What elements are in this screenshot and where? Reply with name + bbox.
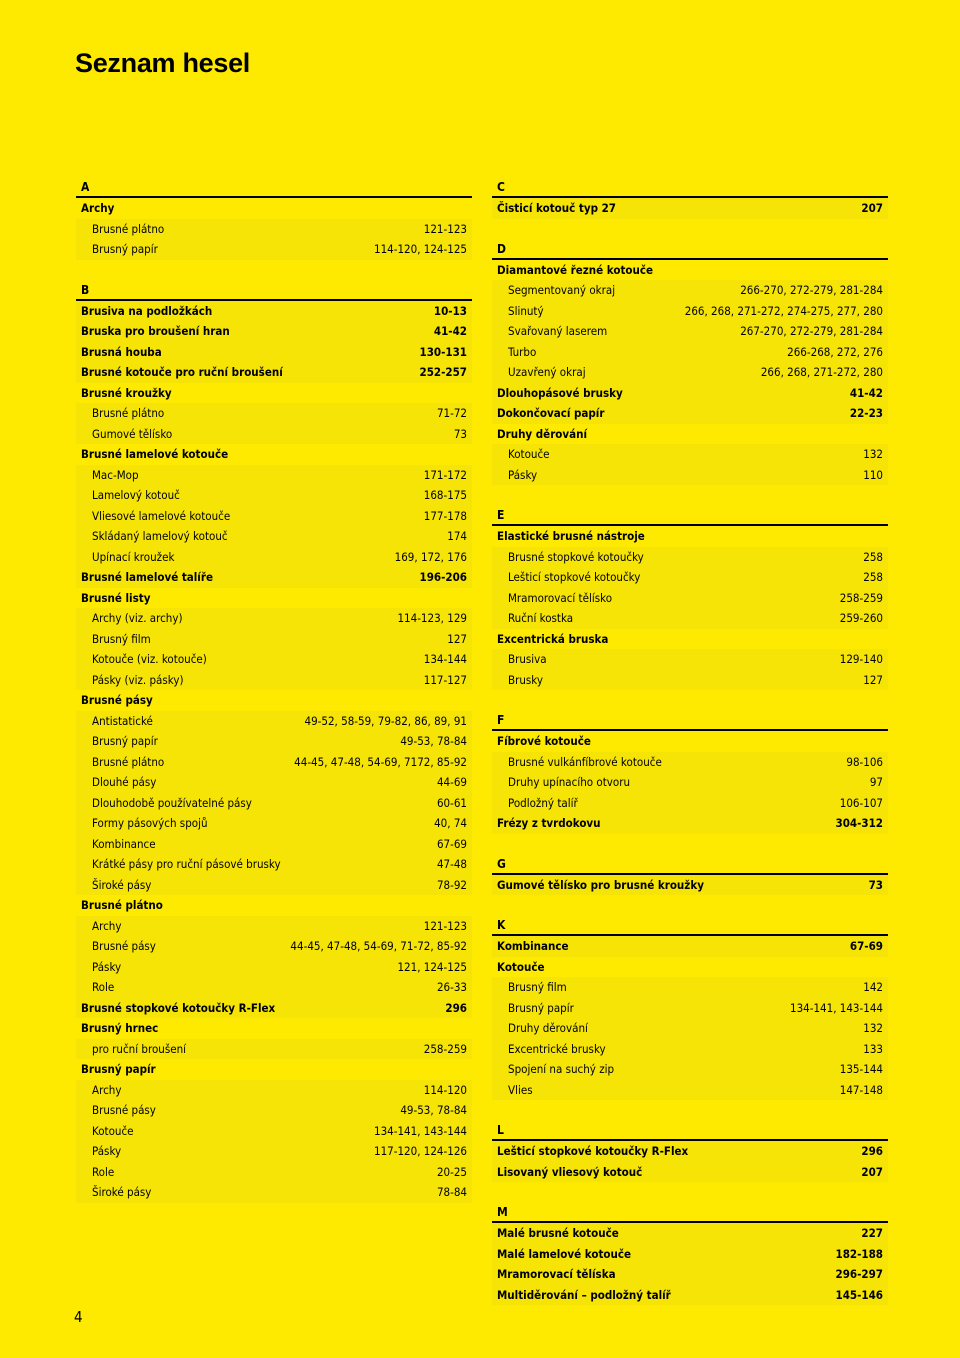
- section-letter-e: E: [492, 506, 888, 526]
- index-subentry-brusne-vulkanfibrove-kotouce: [492, 752, 888, 773]
- entry-pages: 49-53, 78-84: [400, 1103, 467, 1118]
- index-subentry-lamelovy-kotouc: [76, 485, 472, 506]
- entry-label: Frézy z tvrdokovu: [497, 816, 601, 831]
- index-subentry-brusny-papir: [76, 239, 472, 260]
- entry-pages: 168-175: [423, 488, 467, 503]
- entry-pages: 121-123: [423, 918, 467, 933]
- index-subentry-brusny-papir: [76, 731, 472, 752]
- index-subentry-role: [76, 977, 472, 998]
- index-subentry-pro-rucni-brouseni: [76, 1039, 472, 1060]
- index-subentry-brusne-platno: [76, 219, 472, 240]
- entry-label: Upínací kroužek: [92, 549, 175, 564]
- entry-pages: 296-297: [835, 1267, 883, 1282]
- index-entry-brusne-platno: [76, 895, 472, 916]
- entry-label: Skládaný lamelový kotouč: [92, 529, 228, 544]
- page-title: Seznam hesel: [75, 48, 250, 78]
- entry-label: Gumové tělísko: [92, 426, 173, 441]
- index-entry-brusne-listy: [76, 588, 472, 609]
- entry-label: Druhy děrování: [497, 426, 588, 441]
- entry-label: Segmentovaný okraj: [508, 283, 616, 298]
- entry-pages: 73: [868, 877, 883, 892]
- index-entry-brusne-stopkove-kotoucky-r-flex: [76, 998, 472, 1019]
- index-entry-brusne-lamelove-kotouce: [76, 444, 472, 465]
- index-subentry-brusny-film: [492, 977, 888, 998]
- index-subentry-segmentovany-okraj: [492, 280, 888, 301]
- entry-pages: 73: [453, 426, 467, 441]
- entry-label: Brusné plátno: [92, 754, 165, 769]
- entry-label: Pásky: [92, 959, 122, 974]
- entry-label: Uzavřený okraj: [508, 365, 586, 380]
- entry-label: Brusný film: [508, 980, 567, 995]
- entry-label: Spojení na suchý zip: [508, 1062, 615, 1077]
- entry-pages: 97: [869, 775, 883, 790]
- entry-label: Malé lamelové kotouče: [497, 1246, 632, 1261]
- entry-pages: 129-140: [839, 652, 883, 667]
- section-letter-a: A: [76, 178, 472, 198]
- index-subentry-spojeni-na-suchy-zip: [492, 1059, 888, 1080]
- entry-label: Brusné plátno: [81, 898, 163, 913]
- entry-label: Dlouhopásové brusky: [497, 385, 623, 400]
- index-subentry-archy: [76, 1080, 472, 1101]
- entry-pages: 207: [861, 201, 883, 216]
- entry-pages: 71-72: [436, 406, 467, 421]
- entry-label: Brusné lamelové talíře: [81, 570, 213, 585]
- entry-pages: 258-259: [839, 590, 883, 605]
- entry-pages: 182-188: [835, 1246, 883, 1261]
- entry-label: Lešticí stopkové kotoučky: [508, 570, 641, 585]
- index-subentry-pasky-viz-pasky: [76, 670, 472, 691]
- index-entry-diamantove-rezne-kotouce: [492, 260, 888, 281]
- entry-pages: 10-13: [433, 303, 467, 318]
- index-subentry-pasky: [76, 1141, 472, 1162]
- entry-label: Brusný papír: [81, 1062, 156, 1077]
- entry-label: Brusiva: [508, 652, 547, 667]
- entry-label: Role: [92, 980, 115, 995]
- entry-pages: 20-25: [436, 1164, 467, 1179]
- index-subentry-dlouhe-pasy: [76, 772, 472, 793]
- entry-label: Brusné stopkové kotoučky R-Flex: [81, 1000, 276, 1015]
- entry-label: Archy: [81, 201, 115, 216]
- index-subentry-kombinance: [76, 834, 472, 855]
- index-entry-dlouhopasove-brusky: [492, 383, 888, 404]
- entry-pages: 134-144: [423, 652, 467, 667]
- entry-label: Brusiva na podložkách: [81, 303, 213, 318]
- entry-pages: 78-84: [436, 1185, 467, 1200]
- entry-label: Brusky: [508, 672, 543, 687]
- index-entry-brusiva-na-podlozkach: [76, 301, 472, 322]
- entry-pages: 196-206: [419, 570, 467, 585]
- entry-label: Brusné plátno: [92, 221, 165, 236]
- section-letter-c: C: [492, 178, 888, 198]
- entry-label: Multiděrování – podložný talíř: [497, 1287, 671, 1302]
- entry-label: Kombinance: [92, 836, 156, 851]
- entry-label: Brusná houba: [81, 344, 162, 359]
- index-entry-archy: [76, 198, 472, 219]
- entry-label: Archy: [92, 918, 122, 933]
- entry-pages: 258-259: [423, 1041, 467, 1056]
- entry-pages: 114-120, 124-125: [373, 242, 467, 257]
- index-entry-lestici-stopkove-kotoucky-r-flex: [492, 1141, 888, 1162]
- index-entry-brusne-lamelove-talire: [76, 567, 472, 588]
- entry-label: Svařovaný laserem: [508, 324, 608, 339]
- index-subentry-brusny-film: [76, 629, 472, 650]
- entry-pages: 266, 268, 271-272, 280: [760, 365, 883, 380]
- index-subentry-brusne-platno: [76, 752, 472, 773]
- index-subentry-siroke-pasy: [76, 875, 472, 896]
- entry-label: Kotouče (viz. kotouče): [92, 652, 207, 667]
- entry-label: Dlouhé pásy: [92, 775, 157, 790]
- page-number: 4: [74, 1308, 83, 1326]
- index-column-left: [76, 178, 472, 1203]
- entry-label: Brusný papír: [508, 1000, 574, 1015]
- index-entry-brusne-kotouce-pro-rucni-brouseni: [76, 362, 472, 383]
- entry-label: pro ruční broušení: [92, 1041, 187, 1056]
- section-letter-f: F: [492, 711, 888, 731]
- section-letter-b: B: [76, 281, 472, 301]
- entry-pages: 117-127: [423, 672, 467, 687]
- entry-pages: 227: [861, 1226, 883, 1241]
- index-subentry-antistaticke: [76, 711, 472, 732]
- entry-label: Ruční kostka: [508, 611, 574, 626]
- entry-pages: 130-131: [419, 344, 467, 359]
- entry-pages: 67-69: [436, 836, 467, 851]
- entry-pages: 114-123, 129: [397, 611, 467, 626]
- entry-label: Krátké pásy pro ruční pásové brusky: [92, 857, 281, 872]
- index-entry-multiderovani-podlozny-talir: [492, 1285, 888, 1306]
- entry-pages: 296: [861, 1144, 883, 1159]
- entry-pages: 132: [863, 1021, 883, 1036]
- index-entry-lisovany-vliesovy-kotouc: [492, 1162, 888, 1183]
- entry-label: Kombinance: [497, 939, 569, 954]
- entry-label: Brusný film: [92, 631, 151, 646]
- entry-label: Vliesové lamelové kotouče: [92, 508, 231, 523]
- entry-label: Lamelový kotouč: [92, 488, 180, 503]
- entry-label: Mac-Mop: [92, 467, 139, 482]
- index-subentry-uzavreny-okraj: [492, 362, 888, 383]
- entry-pages: 142: [863, 980, 883, 995]
- index-entry-brusna-houba: [76, 342, 472, 363]
- entry-pages: 117-120, 124-126: [373, 1144, 467, 1159]
- index-subentry-kratke-pasy-pro-rucni-pasove-brusky: [76, 854, 472, 875]
- index-subentry-excentricke-brusky: [492, 1039, 888, 1060]
- entry-label: Brusný papír: [92, 734, 158, 749]
- index-subentry-svarovany-laserem: [492, 321, 888, 342]
- entry-label: Podložný talíř: [508, 795, 578, 810]
- entry-label: Brusné plátno: [92, 406, 165, 421]
- index-subentry-brusne-platno: [76, 403, 472, 424]
- entry-label: Druhy upínacího otvoru: [508, 775, 631, 790]
- index-subentry-dlouhodobe-pouzivatelne-pasy: [76, 793, 472, 814]
- index-entry-brusny-hrnec: [76, 1018, 472, 1039]
- index-subentry-brusne-stopkove-kotoucky: [492, 547, 888, 568]
- entry-label: Pásky (viz. pásky): [92, 672, 184, 687]
- index-subentry-formy-pasovych-spoju: [76, 813, 472, 834]
- section-letter-g: G: [492, 855, 888, 875]
- section-letter-d: D: [492, 240, 888, 260]
- index-subentry-vlies: [492, 1080, 888, 1101]
- entry-pages: 98-106: [846, 754, 883, 769]
- entry-label: Vlies: [508, 1082, 533, 1097]
- entry-label: Role: [92, 1164, 115, 1179]
- entry-pages: 266, 268, 271-272, 274-275, 277, 280: [684, 303, 883, 318]
- entry-label: Brusné pásy: [92, 1103, 156, 1118]
- entry-pages: 106-107: [839, 795, 883, 810]
- entry-pages: 41-42: [849, 385, 883, 400]
- entry-label: Brusné pásy: [81, 693, 153, 708]
- index-entry-kotouce: [492, 957, 888, 978]
- index-subentry-archy-viz-archy: [76, 608, 472, 629]
- entry-pages: 147-148: [839, 1082, 883, 1097]
- entry-label: Malé brusné kotouče: [497, 1226, 619, 1241]
- entry-pages: 49-53, 78-84: [400, 734, 467, 749]
- entry-label: Brusné lamelové kotouče: [81, 447, 229, 462]
- index-entry-bruska-pro-brouseni-hran: [76, 321, 472, 342]
- entry-pages: 26-33: [436, 980, 467, 995]
- entry-label: Elastické brusné nástroje: [497, 529, 645, 544]
- entry-pages: 258: [863, 570, 883, 585]
- index-entry-gumove-telisko-pro-brusne-krouzky: [492, 875, 888, 896]
- index-entry-fibrove-kotouce: [492, 731, 888, 752]
- entry-pages: 266-270, 272-279, 281-284: [740, 283, 883, 298]
- entry-label: Pásky: [508, 467, 538, 482]
- entry-pages: 259-260: [839, 611, 883, 626]
- entry-pages: 41-42: [433, 324, 467, 339]
- index-subentry-kotouce: [76, 1121, 472, 1142]
- entry-pages: 22-23: [849, 406, 883, 421]
- index-column-right: [492, 178, 888, 1305]
- entry-pages: 266-268, 272, 276: [787, 344, 883, 359]
- entry-label: Antistatické: [92, 713, 153, 728]
- index-entry-excentricka-bruska: [492, 629, 888, 650]
- entry-label: Excentrická bruska: [497, 631, 609, 646]
- index-entry-brusne-pasy: [76, 690, 472, 711]
- index-entry-brusny-papir: [76, 1059, 472, 1080]
- entry-label: Slinutý: [508, 303, 544, 318]
- entry-label: Kotouče: [508, 447, 550, 462]
- index-subentry-archy: [76, 916, 472, 937]
- index-subentry-druhy-derovani: [492, 1018, 888, 1039]
- index-subentry-gumove-telisko: [76, 424, 472, 445]
- entry-label: Brusné pásy: [92, 939, 156, 954]
- entry-pages: 296: [445, 1000, 467, 1015]
- entry-pages: 127: [863, 672, 883, 687]
- index-subentry-kotouce-viz-kotouce: [76, 649, 472, 670]
- index-subentry-rucni-kostka: [492, 608, 888, 629]
- entry-pages: 60-61: [436, 795, 467, 810]
- entry-pages: 177-178: [423, 508, 467, 523]
- entry-label: Široké pásy: [92, 1185, 152, 1200]
- entry-pages: 44-45, 47-48, 54-69, 71-72, 85-92: [290, 939, 467, 954]
- entry-pages: 44-69: [436, 775, 467, 790]
- entry-label: Mramorovací tělísko: [508, 590, 613, 605]
- entry-label: Brusný hrnec: [81, 1021, 159, 1036]
- entry-pages: 44-45, 47-48, 54-69, 7172, 85-92: [294, 754, 467, 769]
- entry-label: Druhy děrování: [508, 1021, 588, 1036]
- section-letter-l: L: [492, 1121, 888, 1141]
- entry-pages: 127: [447, 631, 467, 646]
- entry-label: Dokončovací papír: [497, 406, 605, 421]
- entry-pages: 121, 124-125: [397, 959, 467, 974]
- entry-pages: 258: [863, 549, 883, 564]
- entry-label: Brusné stopkové kotoučky: [508, 549, 644, 564]
- index-subentry-mramorovaci-telisko: [492, 588, 888, 609]
- index-subentry-siroke-pasy: [76, 1182, 472, 1203]
- entry-label: Bruska pro broušení hran: [81, 324, 230, 339]
- entry-label: Brusné vulkánfíbrové kotouče: [508, 754, 662, 769]
- entry-label: Široké pásy: [92, 877, 152, 892]
- index-entry-elasticke-brusne-nastroje: [492, 526, 888, 547]
- section-letter-m: M: [492, 1203, 888, 1223]
- entry-pages: 132: [863, 447, 883, 462]
- entry-label: Archy: [92, 1082, 122, 1097]
- index-entry-brusne-krouzky: [76, 383, 472, 404]
- entry-label: Brusný papír: [92, 242, 158, 257]
- entry-label: Excentrické brusky: [508, 1041, 606, 1056]
- index-subentry-mac-mop: [76, 465, 472, 486]
- index-entry-kombinance: [492, 936, 888, 957]
- entry-pages: 134-141, 143-144: [373, 1123, 467, 1138]
- entry-label: Lešticí stopkové kotoučky R-Flex: [497, 1144, 689, 1159]
- index-subentry-brusky: [492, 670, 888, 691]
- index-subentry-pasky: [76, 957, 472, 978]
- entry-pages: 78-92: [436, 877, 467, 892]
- entry-pages: 40, 74: [434, 816, 467, 831]
- entry-pages: 169, 172, 176: [394, 549, 467, 564]
- index-entry-druhy-derovani: [492, 424, 888, 445]
- entry-pages: 135-144: [839, 1062, 883, 1077]
- entry-pages: 207: [861, 1164, 883, 1179]
- index-entry-male-lamelove-kotouce: [492, 1244, 888, 1265]
- index-subentry-lestici-stopkove-kotoucky: [492, 567, 888, 588]
- index-entry-mramorovaci-teliska: [492, 1264, 888, 1285]
- entry-pages: 133: [863, 1041, 883, 1056]
- entry-label: Lisovaný vliesový kotouč: [497, 1164, 643, 1179]
- entry-pages: 267-270, 272-279, 281-284: [740, 324, 883, 339]
- entry-pages: 110: [863, 467, 883, 482]
- index-subentry-brusny-papir: [492, 998, 888, 1019]
- section-letter-k: K: [492, 916, 888, 936]
- entry-label: Kotouče: [92, 1123, 134, 1138]
- entry-label: Kotouče: [497, 959, 545, 974]
- index-subentry-skladany-lamelovy-kotouc: [76, 526, 472, 547]
- entry-pages: 145-146: [835, 1287, 883, 1302]
- entry-label: Gumové tělísko pro brusné kroužky: [497, 877, 704, 892]
- index-subentry-vliesove-lamelove-kotouce: [76, 506, 472, 527]
- index-entry-male-brusne-kotouce: [492, 1223, 888, 1244]
- entry-label: Dlouhodobě používatelné pásy: [92, 795, 252, 810]
- entry-pages: 134-141, 143-144: [789, 1000, 883, 1015]
- index-subentry-druhy-upinaciho-otvoru: [492, 772, 888, 793]
- entry-label: Mramorovací tělíska: [497, 1267, 616, 1282]
- index-entry-dokoncovaci-papir: [492, 403, 888, 424]
- entry-pages: 171-172: [423, 467, 467, 482]
- entry-pages: 174: [447, 529, 467, 544]
- index-entry-cistici-kotouc-typ-27: [492, 198, 888, 219]
- index-subentry-role: [76, 1162, 472, 1183]
- index-subentry-brusne-pasy: [76, 936, 472, 957]
- index-subentry-kotouce: [492, 444, 888, 465]
- index-subentry-slinuty: [492, 301, 888, 322]
- entry-label: Turbo: [508, 344, 537, 359]
- index-subentry-turbo: [492, 342, 888, 363]
- entry-label: Brusné kroužky: [81, 385, 172, 400]
- entry-pages: 114-120: [423, 1082, 467, 1097]
- entry-pages: 49-52, 58-59, 79-82, 86, 89, 91: [304, 713, 467, 728]
- entry-pages: 67-69: [849, 939, 883, 954]
- entry-pages: 304-312: [835, 816, 883, 831]
- index-entry-frezy-z-tvrdokovu: [492, 813, 888, 834]
- entry-label: Brusné listy: [81, 590, 151, 605]
- entry-pages: 252-257: [419, 365, 467, 380]
- entry-label: Diamantové řezné kotouče: [497, 262, 654, 277]
- index-subentry-brusne-pasy: [76, 1100, 472, 1121]
- index-subentry-brusiva: [492, 649, 888, 670]
- index-subentry-podlozny-talir: [492, 793, 888, 814]
- entry-label: Čisticí kotouč typ 27: [497, 201, 616, 216]
- entry-label: Archy (viz. archy): [92, 611, 183, 626]
- entry-label: Pásky: [92, 1144, 122, 1159]
- index-subentry-pasky: [492, 465, 888, 486]
- entry-label: Brusné kotouče pro ruční broušení: [81, 365, 283, 380]
- entry-label: Fíbrové kotouče: [497, 734, 591, 749]
- index-subentry-upinaci-krouzek: [76, 547, 472, 568]
- entry-pages: 121-123: [423, 221, 467, 236]
- entry-pages: 47-48: [436, 857, 467, 872]
- entry-label: Formy pásových spojů: [92, 816, 208, 831]
